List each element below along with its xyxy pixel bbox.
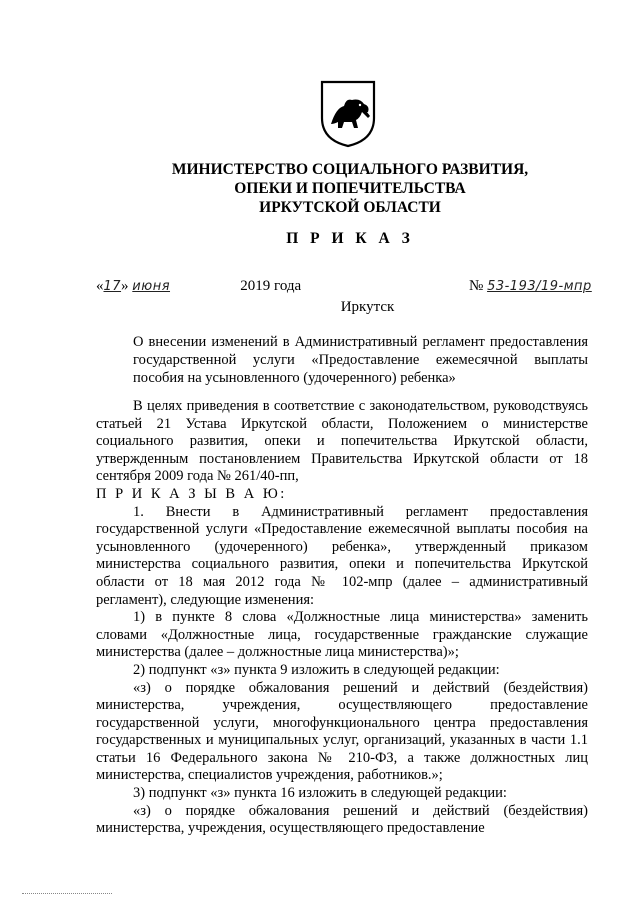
ministry-name-line-2: ОПЕКИ И ПОПЕЧИТЕЛЬСТВА xyxy=(234,180,466,197)
order-body xyxy=(96,398,588,838)
ministry-name-line-1: МИНИСТЕРСТВО СОЦИАЛЬНОГО РАЗВИТИЯ, xyxy=(171,161,529,178)
issue-city: Иркутск xyxy=(340,299,395,315)
order-subject: О внесении изменений в Административный регламент предоставления государственной услуги «Предоставление ежемесячной выплаты пособия на усыновленного (удочеренного) ребенка» xyxy=(133,334,588,386)
item-1-paragraph: 1. Внести в Административный регламент предоставления государственной услуги «Предоставление ежемесячной выплаты пособия на усыновленного (удочеренного) ребенка», утвержденный приказом министерства социального развития, опеки и попечительства Иркутской области от 18 мая 2012 года № 102-мпр (далее – административный регламент), следующие изменения: xyxy=(96,503,588,608)
date-open-quote: « xyxy=(96,278,104,294)
date-close-quote: » xyxy=(121,278,129,294)
date-year: 2019 года xyxy=(240,278,302,294)
page-bottom-divider xyxy=(22,893,112,894)
date-month-handwritten: июня xyxy=(132,279,171,294)
order-directive: П Р И К А З Ы В А Ю: xyxy=(96,485,287,502)
order-date xyxy=(96,278,301,295)
ministry-name-line-3: ИРКУТСКОЙ ОБЛАСТИ xyxy=(259,199,441,216)
preamble-paragraph: В целях приведения в соответствие с законодательством, руководствуясь статьей 21 Устава Иркутской области, Положением о министерстве социального развития, опеки и попечительства Иркутской области, утвержденным постановлением Правительства Иркутской области от 18 сентября 2009 года № 261/40-пп, xyxy=(96,398,588,485)
number-handwritten: 53-193/19-мпр xyxy=(487,279,592,294)
order-number xyxy=(469,278,592,295)
subitem-3-paragraph: 3) подпункт «з» пункта 16 изложить в следующей редакции: xyxy=(133,785,507,802)
irkutsk-coat-of-arms-icon xyxy=(316,78,380,148)
number-prefix: № xyxy=(469,278,484,294)
subitem-1-paragraph: 1) в пункте 8 слова «Должностные лица министерства» заменить словами «Должностные лица, государственные гражданские служащие министерства (далее – должностные лица министерства)»; xyxy=(96,609,588,661)
subitem-2-text: «з) о порядке обжалования решений и действий (бездействия) министерства, учреждения, осуществляющего предоставление государственной услуги, многофункционального центра предоставления государственных и муниципальных услуг, организаций, указанных в части 1.1 статьи 16 Федерального закона № 210-ФЗ, а также должностных лиц министерства, специалистов учреждения, работников.»; xyxy=(96,679,588,784)
subitem-2-paragraph: 2) подпункт «з» пункта 9 изложить в следующей редакции: xyxy=(133,661,500,678)
date-day-handwritten: 17 xyxy=(103,279,122,294)
subitem-3-text: «з) о порядке обжалования решений и действий (бездействия) министерства, учреждения, осуществляющего предоставление xyxy=(96,802,588,837)
document-type-title: П Р И К А З xyxy=(286,230,414,247)
